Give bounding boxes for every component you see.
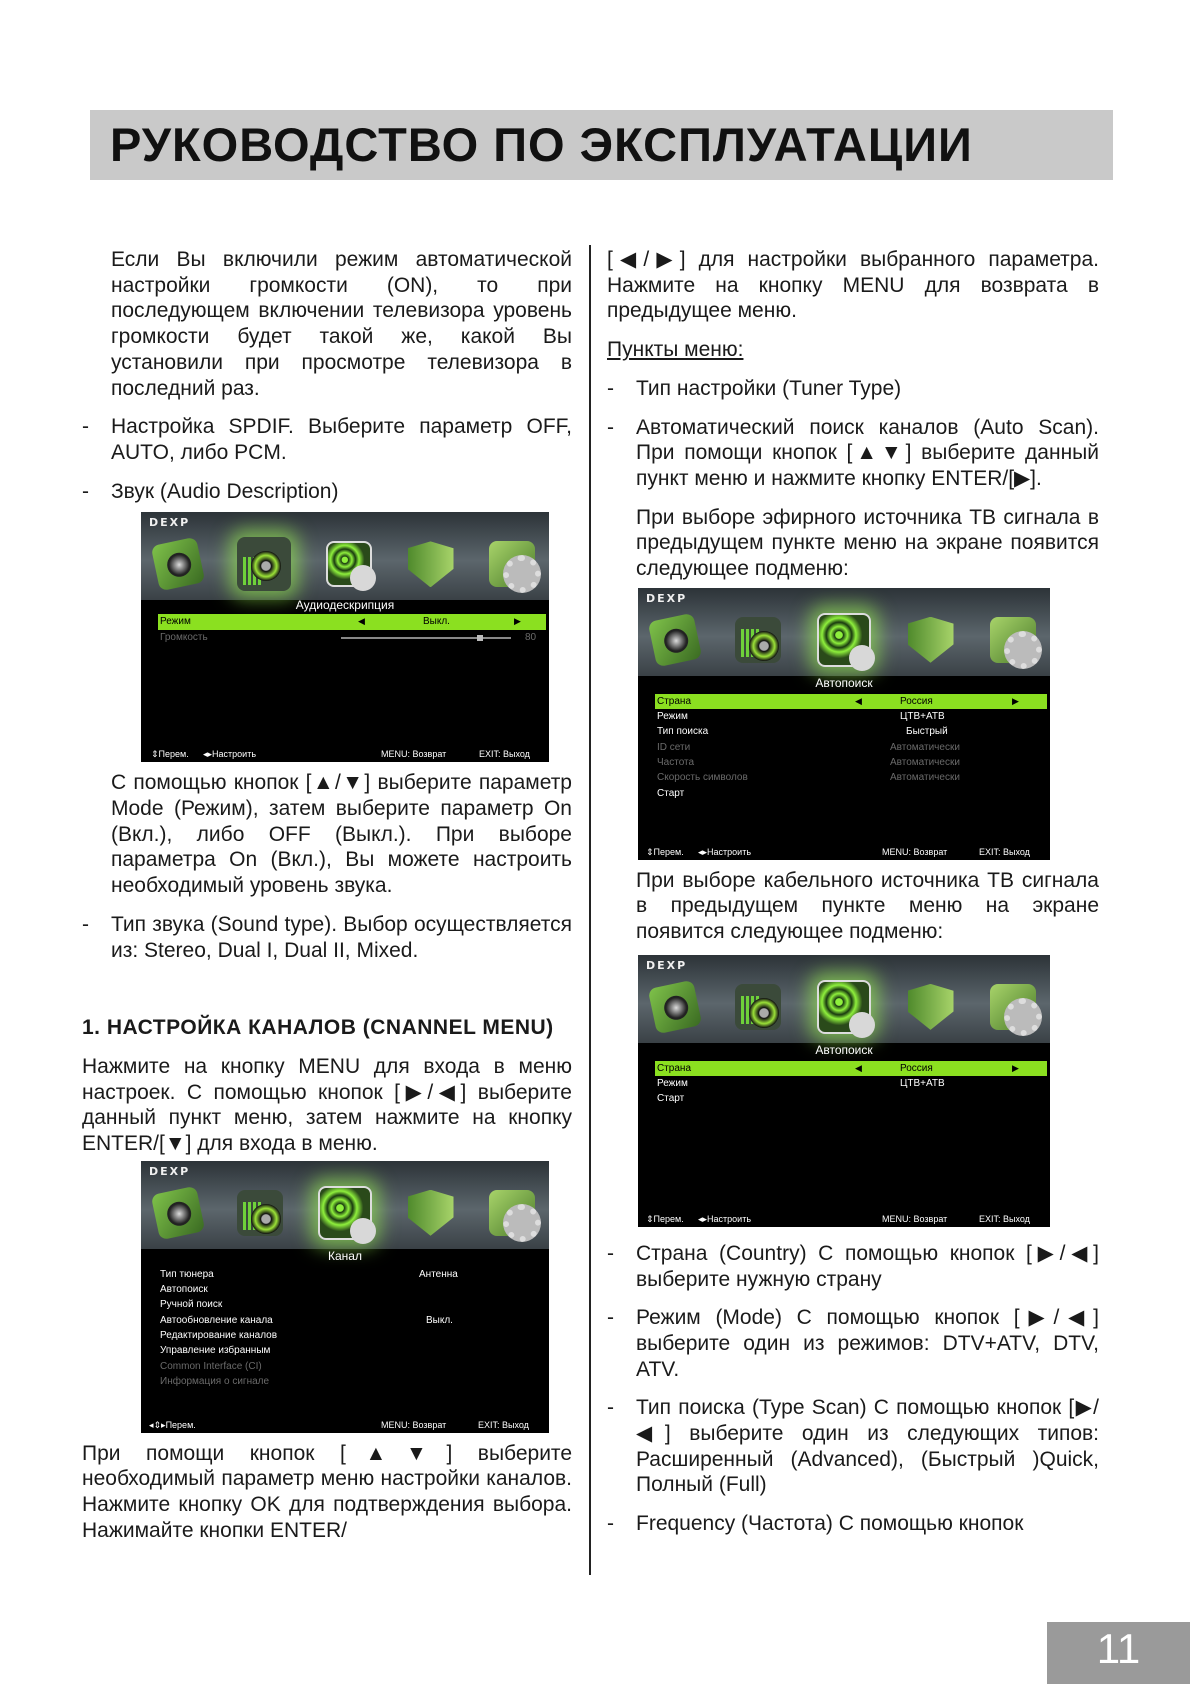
menu-row[interactable]: Режим ЦТВ+АТВ <box>657 1078 945 1090</box>
paragraph-channel-params: При помощи кнопок [▲▼] выберите необходимый параметр меню настройки каналов. Нажмите кнопку OK для подтверждения выбора. Нажимайте кнопки ENTER/ <box>82 1441 572 1542</box>
satellite-icon <box>817 613 871 667</box>
brand-logo: DEXP <box>149 1164 191 1178</box>
menu-title: Канал <box>328 1248 362 1263</box>
paragraph-auto-volume: Если Вы включили режим автоматической настройки громкости (ON), то при последующем включении телевизора уровень громкости будет такой же, какой Вы установили при просмотре телевизора в последний раз. <box>111 248 572 400</box>
photo-icon <box>151 537 206 592</box>
section-heading: 1. НАСТРОЙКА КАНАЛОВ (CNANNEL MENU) <box>82 1016 554 1040</box>
gear-icon <box>489 541 535 587</box>
brand-logo: DEXP <box>646 591 688 605</box>
bullet-sound-type: - Тип звука (Sound type). Выбор осуществляется из: Stereo, Dual I, Dual II, Mixed. <box>82 912 572 962</box>
sound-icon <box>735 617 781 663</box>
paragraph-cable-source: При выборе кабельного источника ТВ сигнала в предыдущем пункте меню на экране появится следующее подменю: <box>636 868 1099 944</box>
page-title: РУКОВОДСТВО ПО ЭКСПЛУАТАЦИИ <box>110 118 973 171</box>
menu-footer: ⇕ Перем. ◂▸ Настроить MENU: Возврат EXIT: Выход <box>151 749 530 760</box>
lock-icon <box>408 541 454 587</box>
left-column <box>82 247 572 1544</box>
menu-row[interactable]: Режим ЦТВ+АТВ <box>657 711 945 723</box>
paragraph-air-source: При выборе эфирного источника ТВ сигнала в предыдущем пункте меню на экране появится следующее подменю: <box>636 505 1099 581</box>
column-divider <box>589 245 591 1575</box>
right-column <box>607 247 1099 1537</box>
bullet-mode: - Режим (Mode) С помощью кнопок [▶/◀] выберите один из режимов: DTV+ATV, DTV, ATV. <box>607 1306 1099 1381</box>
bullet-spdif: - Настройка SPDIF. Выберите параметр OFF, AUTO, либо PCM. <box>82 415 572 464</box>
tv-screen-channel <box>141 1161 549 1433</box>
bullet-country: - Страна (Country) С помощью кнопок [▶/◀] выберите нужную страну <box>607 1241 1099 1291</box>
lock-icon <box>908 617 954 663</box>
satellite-icon <box>817 980 871 1034</box>
brand-logo: DEXP <box>149 516 191 530</box>
paragraph-mode-select: С помощью кнопок [▲/▼] выберите параметр Mode (Режим), затем выберите параметр On (Вкл.), либо OFF (Выкл.). При выборе параметра On (Вкл.), Вы можете настроить необходимый уровень звука. <box>111 771 572 898</box>
photo-icon <box>151 1185 206 1240</box>
menu-footer: ⇕ Перем. ◂▸ Настроить MENU: Возврат EXIT: Выход <box>646 1213 1030 1224</box>
page-number: 11 <box>1096 1625 1141 1672</box>
sound-icon <box>237 1190 283 1236</box>
menu-row[interactable]: Ручной поиск <box>160 1299 223 1311</box>
menu-row[interactable]: Старт <box>657 1093 685 1105</box>
menu-title: Автопоиск <box>815 1042 873 1057</box>
menu-row-country[interactable]: Страна ◀ Россия ▶ <box>655 694 1047 709</box>
menu-footer: ◂⇕▸ Перем. MENU: Возврат EXIT: Выход <box>149 1419 529 1430</box>
menu-title: Аудиодескрипция <box>295 598 395 613</box>
menu-row[interactable]: Тип тюнера Антенна <box>160 1268 458 1280</box>
photo-icon <box>648 612 703 667</box>
menu-row-mode[interactable]: Режим ◀ Выкл. ▶ <box>158 614 546 629</box>
volume-slider[interactable] <box>341 637 511 639</box>
photo-icon <box>648 980 703 1035</box>
bullet-auto-scan: - Автоматический поиск каналов (Auto Scan). При помощи кнопок [▲▼] выберите данный пункт меню и нажмите кнопку ENTER/[▶]. <box>607 415 1099 490</box>
menu-row-volume[interactable]: Громкость 80 <box>160 631 537 643</box>
menu-row[interactable]: Старт <box>657 787 685 799</box>
brand-logo: DEXP <box>646 958 688 972</box>
menu-title: Автопоиск <box>815 675 873 690</box>
lock-icon <box>408 1190 454 1236</box>
sound-icon <box>237 537 291 591</box>
gear-icon <box>990 617 1036 663</box>
menu-row[interactable]: Автообновление канала Выкл. <box>160 1314 453 1326</box>
menu-row[interactable]: ID сети Автоматически <box>657 741 960 753</box>
bullet-audio-description: - Звук (Audio Description) <box>82 479 339 503</box>
menu-row[interactable]: Информация о сигнале <box>160 1375 270 1387</box>
menu-row[interactable]: Редактирование каналов <box>160 1329 278 1341</box>
menu-footer: ⇕ Перем. ◂▸ Настроить MENU: Возврат EXIT: Выход <box>646 846 1030 857</box>
tv-screen-autoscan-cable <box>638 955 1050 1227</box>
menu-row[interactable]: Автопоиск <box>160 1284 208 1296</box>
menu-items-label: Пункты меню: <box>607 338 744 362</box>
bullet-type-scan: - Тип поиска (Type Scan) С помощью кнопок [▶/◀] выберите один из следующих типов: Расширенный (Advanced), (Быстрый )Quick, Полный (Full) <box>607 1396 1099 1497</box>
paragraph-channel-menu: Нажмите на кнопку MENU для входа в меню настроек. С помощью кнопок [▶/◀] выберите данный пункт меню, затем нажмите на кнопку ENTER/[▼] для входа в меню. <box>82 1054 572 1156</box>
paragraph-adjust-param: [◀/▶] для настройки выбранного параметра. Нажмите на кнопку MENU для возврата в предыдущее меню. <box>607 248 1099 323</box>
satellite-icon <box>326 541 372 587</box>
sound-icon <box>735 984 781 1030</box>
menu-row[interactable]: Частота Автоматически <box>657 756 960 768</box>
menu-row[interactable]: Тип поиска Быстрый <box>657 726 948 738</box>
tv-screen-autoscan-air <box>638 588 1050 860</box>
gear-icon <box>990 984 1036 1030</box>
menu-row[interactable]: Управление избранным <box>160 1345 271 1357</box>
lock-icon <box>908 984 954 1030</box>
menu-row[interactable]: Скорость символов Автоматически <box>657 772 960 784</box>
gear-icon <box>489 1190 535 1236</box>
bullet-tuner-type: - Тип настройки (Tuner Type) <box>607 376 902 400</box>
bullet-frequency: - Frequency (Частота) С помощью кнопок <box>607 1512 1024 1536</box>
satellite-icon <box>318 1186 372 1240</box>
tv-screen-audio <box>141 512 549 762</box>
menu-row-country[interactable]: Страна ◀ Россия ▶ <box>655 1061 1047 1076</box>
menu-row[interactable]: Common Interface (CI) <box>160 1360 262 1372</box>
